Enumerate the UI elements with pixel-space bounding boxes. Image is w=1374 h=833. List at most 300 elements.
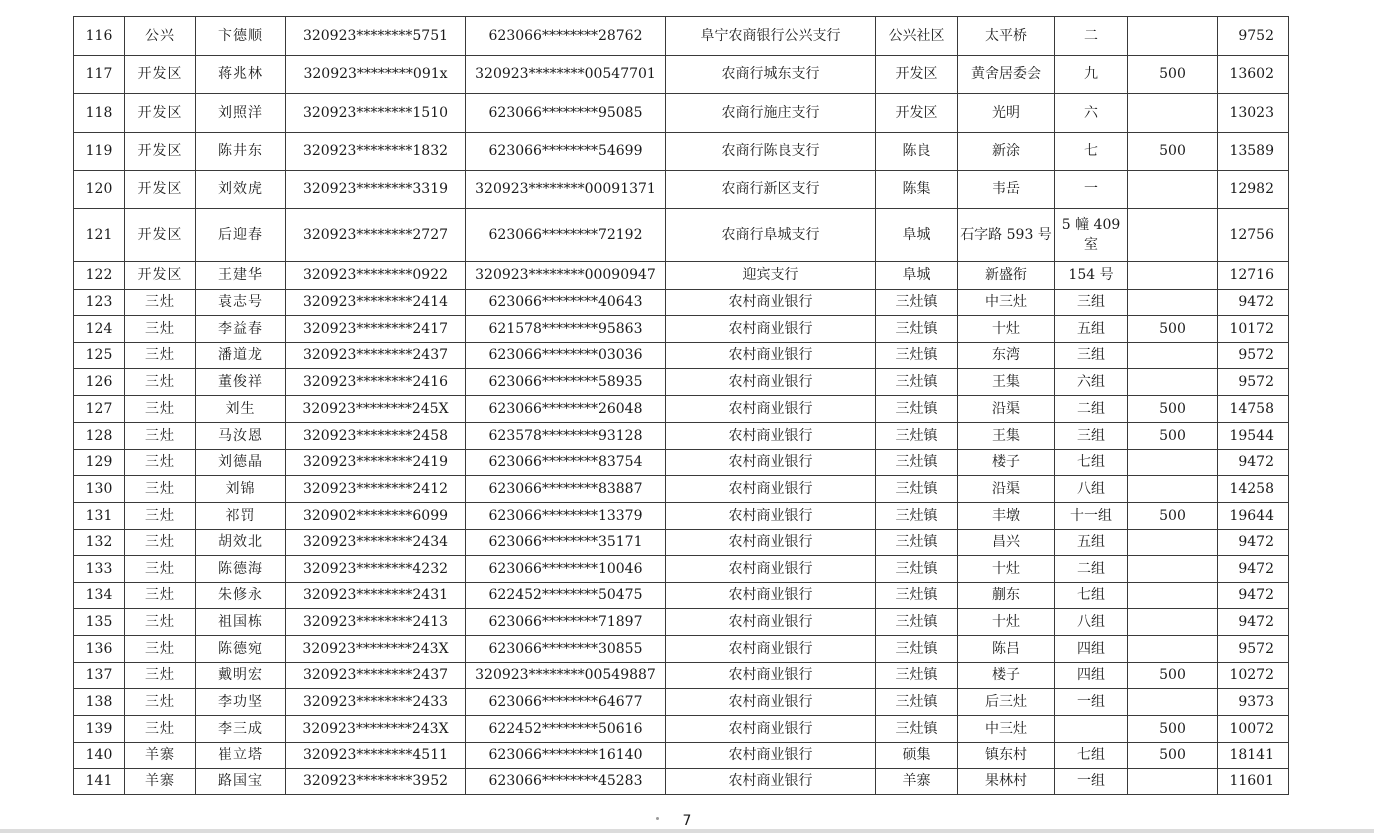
- beneficiary-table: [73, 16, 1289, 795]
- cell-bank: 阜宁农商银行公兴支行: [666, 17, 876, 56]
- cell-id-number: 320923********2437: [286, 663, 466, 689]
- cell-group: 五组: [1055, 316, 1128, 343]
- cell-account-number: 623066********13379: [466, 503, 666, 530]
- table-row: [74, 769, 1289, 795]
- cell-total-amount: 10172: [1218, 316, 1289, 343]
- cell-account-number: 623066********16140: [466, 743, 666, 769]
- cell-id-number: 320923********2417: [286, 316, 466, 343]
- cell-no: 118: [74, 94, 125, 133]
- cell-bank: 农商行新区支行: [666, 171, 876, 209]
- cell-area: 开发区: [125, 262, 196, 290]
- cell-no: 139: [74, 716, 125, 743]
- cell-village: 镇东村: [958, 743, 1055, 769]
- cell-bank: 农村商业银行: [666, 636, 876, 663]
- cell-extra-amount: [1128, 689, 1218, 716]
- table-row: [74, 133, 1289, 171]
- table-row: [74, 290, 1289, 316]
- table-row: [74, 423, 1289, 450]
- cell-extra-amount: [1128, 17, 1218, 56]
- cell-bank: 农村商业银行: [666, 556, 876, 583]
- cell-name: 路国宝: [196, 769, 286, 795]
- cell-extra-amount: 500: [1128, 423, 1218, 450]
- cell-town: 开发区: [876, 94, 958, 133]
- cell-total-amount: 9572: [1218, 369, 1289, 396]
- cell-group: 七组: [1055, 743, 1128, 769]
- cell-group: 一组: [1055, 689, 1128, 716]
- cell-id-number: 320923********2433: [286, 689, 466, 716]
- cell-account-number: 320923********00090947: [466, 262, 666, 290]
- cell-account-number: 623066********58935: [466, 369, 666, 396]
- cell-bank: 农村商业银行: [666, 716, 876, 743]
- table-row: [74, 743, 1289, 769]
- cell-bank: 农村商业银行: [666, 530, 876, 556]
- cell-name: 卞德顺: [196, 17, 286, 56]
- cell-town: 公兴社区: [876, 17, 958, 56]
- cell-town: 三灶镇: [876, 689, 958, 716]
- cell-group: 八组: [1055, 476, 1128, 503]
- cell-village: 楼子: [958, 450, 1055, 476]
- cell-village: 王集: [958, 369, 1055, 396]
- cell-no: 121: [74, 209, 125, 262]
- cell-no: 129: [74, 450, 125, 476]
- cell-extra-amount: [1128, 343, 1218, 369]
- table-row: [74, 17, 1289, 56]
- cell-id-number: 320923********2414: [286, 290, 466, 316]
- cell-bank: 农村商业银行: [666, 609, 876, 636]
- cell-id-number: 320923********1510: [286, 94, 466, 133]
- cell-area: 开发区: [125, 209, 196, 262]
- cell-id-number: 320923********2437: [286, 343, 466, 369]
- cell-group: 四组: [1055, 636, 1128, 663]
- cell-bank: 农村商业银行: [666, 689, 876, 716]
- cell-name: 王建华: [196, 262, 286, 290]
- page-edge: [0, 829, 1374, 833]
- table-row: [74, 369, 1289, 396]
- cell-town: 三灶镇: [876, 503, 958, 530]
- cell-village: 中三灶: [958, 290, 1055, 316]
- table-row: [74, 636, 1289, 663]
- cell-area: 开发区: [125, 171, 196, 209]
- cell-name: 祁罚: [196, 503, 286, 530]
- cell-bank: 农商行陈良支行: [666, 133, 876, 171]
- cell-extra-amount: [1128, 171, 1218, 209]
- cell-no: 141: [74, 769, 125, 795]
- cell-extra-amount: 500: [1128, 316, 1218, 343]
- cell-area: 三灶: [125, 689, 196, 716]
- cell-id-number: 320923********3319: [286, 171, 466, 209]
- cell-extra-amount: 500: [1128, 663, 1218, 689]
- cell-no: 140: [74, 743, 125, 769]
- cell-area: 三灶: [125, 423, 196, 450]
- table-row: [74, 171, 1289, 209]
- cell-account-number: 623066********30855: [466, 636, 666, 663]
- cell-village: 东湾: [958, 343, 1055, 369]
- cell-area: 三灶: [125, 396, 196, 423]
- cell-no: 128: [74, 423, 125, 450]
- cell-village: 王集: [958, 423, 1055, 450]
- cell-town: 三灶镇: [876, 609, 958, 636]
- cell-area: 三灶: [125, 503, 196, 530]
- cell-village: 丰墩: [958, 503, 1055, 530]
- cell-village: 新涂: [958, 133, 1055, 171]
- cell-town: 陈良: [876, 133, 958, 171]
- cell-village: 黄舍居委会: [958, 56, 1055, 94]
- cell-extra-amount: 500: [1128, 503, 1218, 530]
- cell-village: 太平桥: [958, 17, 1055, 56]
- cell-total-amount: 14758: [1218, 396, 1289, 423]
- cell-id-number: 320923********2727: [286, 209, 466, 262]
- cell-total-amount: 19544: [1218, 423, 1289, 450]
- table-row: [74, 583, 1289, 609]
- cell-group: 九: [1055, 56, 1128, 94]
- cell-bank: 迎宾支行: [666, 262, 876, 290]
- table-row: [74, 316, 1289, 343]
- cell-name: 陈德海: [196, 556, 286, 583]
- cell-town: 三灶镇: [876, 316, 958, 343]
- cell-town: 三灶镇: [876, 530, 958, 556]
- cell-village: 昌兴: [958, 530, 1055, 556]
- cell-area: 公兴: [125, 17, 196, 56]
- cell-total-amount: 10272: [1218, 663, 1289, 689]
- cell-account-number: 623066********64677: [466, 689, 666, 716]
- cell-name: 李三成: [196, 716, 286, 743]
- cell-area: 三灶: [125, 290, 196, 316]
- cell-id-number: 320923********0922: [286, 262, 466, 290]
- cell-total-amount: 9472: [1218, 530, 1289, 556]
- cell-name: 刘德晶: [196, 450, 286, 476]
- cell-extra-amount: [1128, 769, 1218, 795]
- cell-area: 三灶: [125, 716, 196, 743]
- cell-no: 122: [74, 262, 125, 290]
- table-row: [74, 556, 1289, 583]
- cell-village: 石字路 593 号: [958, 209, 1055, 262]
- cell-group: 七组: [1055, 450, 1128, 476]
- cell-village: 蒯东: [958, 583, 1055, 609]
- cell-name: 崔立塔: [196, 743, 286, 769]
- cell-town: 三灶镇: [876, 423, 958, 450]
- cell-id-number: 320923********2413: [286, 609, 466, 636]
- cell-area: 三灶: [125, 450, 196, 476]
- cell-bank: 农村商业银行: [666, 583, 876, 609]
- cell-account-number: 621578********95863: [466, 316, 666, 343]
- cell-name: 刘锦: [196, 476, 286, 503]
- cell-group: 六: [1055, 94, 1128, 133]
- cell-total-amount: 9752: [1218, 17, 1289, 56]
- cell-account-number: 623066********35171: [466, 530, 666, 556]
- cell-bank: 农村商业银行: [666, 290, 876, 316]
- cell-no: 125: [74, 343, 125, 369]
- table-body: [74, 17, 1289, 795]
- cell-id-number: 320923********2416: [286, 369, 466, 396]
- cell-town: 三灶镇: [876, 369, 958, 396]
- cell-town: 阜城: [876, 262, 958, 290]
- cell-id-number: 320923********245X: [286, 396, 466, 423]
- cell-total-amount: 12982: [1218, 171, 1289, 209]
- cell-account-number: 623066********45283: [466, 769, 666, 795]
- table-row: [74, 343, 1289, 369]
- cell-name: 祖国栋: [196, 609, 286, 636]
- cell-total-amount: 9572: [1218, 343, 1289, 369]
- cell-village: 十灶: [958, 556, 1055, 583]
- cell-town: 陈集: [876, 171, 958, 209]
- cell-extra-amount: [1128, 290, 1218, 316]
- cell-total-amount: 13589: [1218, 133, 1289, 171]
- scan-dot: [656, 817, 659, 820]
- cell-bank: 农商行城东支行: [666, 56, 876, 94]
- cell-account-number: 623578********93128: [466, 423, 666, 450]
- cell-account-number: 623066********40643: [466, 290, 666, 316]
- table-row: [74, 689, 1289, 716]
- cell-name: 李功坚: [196, 689, 286, 716]
- cell-total-amount: 13023: [1218, 94, 1289, 133]
- cell-area: 开发区: [125, 94, 196, 133]
- cell-name: 潘道龙: [196, 343, 286, 369]
- cell-extra-amount: 500: [1128, 743, 1218, 769]
- cell-name: 刘效虎: [196, 171, 286, 209]
- cell-town: 三灶镇: [876, 663, 958, 689]
- cell-area: 三灶: [125, 316, 196, 343]
- cell-account-number: 623066********83754: [466, 450, 666, 476]
- table-row: [74, 663, 1289, 689]
- cell-bank: 农商行施庄支行: [666, 94, 876, 133]
- cell-extra-amount: [1128, 209, 1218, 262]
- cell-id-number: 320923********4232: [286, 556, 466, 583]
- cell-name: 袁志号: [196, 290, 286, 316]
- cell-group: [1055, 716, 1128, 743]
- cell-account-number: 623066********95085: [466, 94, 666, 133]
- table-row: [74, 396, 1289, 423]
- cell-account-number: 623066********26048: [466, 396, 666, 423]
- cell-bank: 农村商业银行: [666, 423, 876, 450]
- cell-group: 二: [1055, 17, 1128, 56]
- table-row: [74, 530, 1289, 556]
- cell-group: 十一组: [1055, 503, 1128, 530]
- cell-area: 三灶: [125, 369, 196, 396]
- cell-village: 韦岳: [958, 171, 1055, 209]
- cell-name: 刘生: [196, 396, 286, 423]
- cell-extra-amount: [1128, 476, 1218, 503]
- page-footer: [0, 813, 1374, 829]
- cell-total-amount: 9472: [1218, 450, 1289, 476]
- cell-no: 137: [74, 663, 125, 689]
- cell-town: 三灶镇: [876, 556, 958, 583]
- table-row: [74, 209, 1289, 262]
- cell-bank: 农村商业银行: [666, 316, 876, 343]
- cell-id-number: 320923********243X: [286, 636, 466, 663]
- cell-bank: 农村商业银行: [666, 503, 876, 530]
- cell-bank: 农村商业银行: [666, 743, 876, 769]
- cell-village: 楼子: [958, 663, 1055, 689]
- cell-total-amount: 14258: [1218, 476, 1289, 503]
- table-row: [74, 716, 1289, 743]
- cell-account-number: 622452********50475: [466, 583, 666, 609]
- cell-town: 硕集: [876, 743, 958, 769]
- cell-village: 十灶: [958, 316, 1055, 343]
- cell-extra-amount: [1128, 556, 1218, 583]
- cell-town: 三灶镇: [876, 343, 958, 369]
- table-row: [74, 262, 1289, 290]
- cell-group: 三组: [1055, 423, 1128, 450]
- cell-village: 十灶: [958, 609, 1055, 636]
- cell-id-number: 320923********2434: [286, 530, 466, 556]
- cell-area: 三灶: [125, 663, 196, 689]
- page-number: 7: [682, 813, 692, 829]
- cell-total-amount: 9373: [1218, 689, 1289, 716]
- cell-name: 朱修永: [196, 583, 286, 609]
- cell-area: 三灶: [125, 556, 196, 583]
- cell-group: 154 号: [1055, 262, 1128, 290]
- cell-account-number: 623066********28762: [466, 17, 666, 56]
- cell-total-amount: 9472: [1218, 609, 1289, 636]
- cell-id-number: 320923********2419: [286, 450, 466, 476]
- cell-group: 三组: [1055, 343, 1128, 369]
- cell-account-number: 623066********71897: [466, 609, 666, 636]
- cell-area: 三灶: [125, 343, 196, 369]
- cell-no: 120: [74, 171, 125, 209]
- cell-bank: 农村商业银行: [666, 343, 876, 369]
- cell-extra-amount: [1128, 530, 1218, 556]
- cell-group: 二组: [1055, 556, 1128, 583]
- cell-group: 一: [1055, 171, 1128, 209]
- cell-town: 三灶镇: [876, 450, 958, 476]
- cell-account-number: 623066********72192: [466, 209, 666, 262]
- cell-total-amount: 11601: [1218, 769, 1289, 795]
- cell-no: 138: [74, 689, 125, 716]
- cell-extra-amount: [1128, 450, 1218, 476]
- cell-group: 五组: [1055, 530, 1128, 556]
- cell-account-number: 622452********50616: [466, 716, 666, 743]
- cell-bank: 农村商业银行: [666, 396, 876, 423]
- cell-total-amount: 12756: [1218, 209, 1289, 262]
- cell-account-number: 320923********00091371: [466, 171, 666, 209]
- cell-account-number: 623066********10046: [466, 556, 666, 583]
- cell-total-amount: 9472: [1218, 556, 1289, 583]
- cell-total-amount: 9572: [1218, 636, 1289, 663]
- cell-no: 131: [74, 503, 125, 530]
- cell-town: 三灶镇: [876, 583, 958, 609]
- cell-village: 中三灶: [958, 716, 1055, 743]
- cell-id-number: 320923********5751: [286, 17, 466, 56]
- cell-village: 沿渠: [958, 396, 1055, 423]
- cell-town: 羊寨: [876, 769, 958, 795]
- cell-village: 果林村: [958, 769, 1055, 795]
- cell-group: 七: [1055, 133, 1128, 171]
- cell-id-number: 320923********1832: [286, 133, 466, 171]
- cell-town: 三灶镇: [876, 290, 958, 316]
- cell-town: 开发区: [876, 56, 958, 94]
- cell-name: 陈井东: [196, 133, 286, 171]
- cell-extra-amount: [1128, 369, 1218, 396]
- cell-extra-amount: [1128, 94, 1218, 133]
- cell-total-amount: 12716: [1218, 262, 1289, 290]
- cell-group: 六组: [1055, 369, 1128, 396]
- cell-group: 四组: [1055, 663, 1128, 689]
- cell-no: 134: [74, 583, 125, 609]
- cell-no: 136: [74, 636, 125, 663]
- cell-id-number: 320923********2458: [286, 423, 466, 450]
- cell-name: 李益春: [196, 316, 286, 343]
- cell-bank: 农村商业银行: [666, 769, 876, 795]
- cell-group: 三组: [1055, 290, 1128, 316]
- cell-id-number: 320923********4511: [286, 743, 466, 769]
- cell-id-number: 320923********2431: [286, 583, 466, 609]
- cell-name: 蒋兆林: [196, 56, 286, 94]
- cell-total-amount: 19644: [1218, 503, 1289, 530]
- cell-group: 一组: [1055, 769, 1128, 795]
- cell-village: 陈吕: [958, 636, 1055, 663]
- cell-town: 阜城: [876, 209, 958, 262]
- cell-area: 三灶: [125, 636, 196, 663]
- cell-area: 羊寨: [125, 769, 196, 795]
- cell-extra-amount: [1128, 583, 1218, 609]
- cell-town: 三灶镇: [876, 396, 958, 423]
- cell-area: 三灶: [125, 583, 196, 609]
- cell-area: 三灶: [125, 609, 196, 636]
- cell-area: 开发区: [125, 56, 196, 94]
- cell-id-number: 320923********3952: [286, 769, 466, 795]
- table-row: [74, 503, 1289, 530]
- cell-extra-amount: [1128, 609, 1218, 636]
- cell-no: 127: [74, 396, 125, 423]
- cell-area: 羊寨: [125, 743, 196, 769]
- cell-id-number: 320923********2412: [286, 476, 466, 503]
- cell-extra-amount: [1128, 636, 1218, 663]
- cell-extra-amount: 500: [1128, 716, 1218, 743]
- cell-no: 116: [74, 17, 125, 56]
- cell-total-amount: 18141: [1218, 743, 1289, 769]
- cell-town: 三灶镇: [876, 636, 958, 663]
- cell-total-amount: 13602: [1218, 56, 1289, 94]
- cell-village: 后三灶: [958, 689, 1055, 716]
- cell-id-number: 320923********091x: [286, 56, 466, 94]
- cell-total-amount: 9472: [1218, 290, 1289, 316]
- table-row: [74, 56, 1289, 94]
- cell-id-number: 320902********6099: [286, 503, 466, 530]
- cell-bank: 农村商业银行: [666, 450, 876, 476]
- cell-group: 八组: [1055, 609, 1128, 636]
- cell-name: 马汝恩: [196, 423, 286, 450]
- cell-bank: 农村商业银行: [666, 476, 876, 503]
- cell-name: 陈德宛: [196, 636, 286, 663]
- table-row: [74, 476, 1289, 503]
- cell-extra-amount: 500: [1128, 396, 1218, 423]
- cell-no: 117: [74, 56, 125, 94]
- cell-account-number: 320923********00549887: [466, 663, 666, 689]
- cell-name: 胡效北: [196, 530, 286, 556]
- cell-account-number: 623066********03036: [466, 343, 666, 369]
- cell-account-number: 623066********54699: [466, 133, 666, 171]
- cell-extra-amount: 500: [1128, 56, 1218, 94]
- cell-total-amount: 10072: [1218, 716, 1289, 743]
- cell-village: 沿渠: [958, 476, 1055, 503]
- cell-group: 二组: [1055, 396, 1128, 423]
- cell-bank: 农商行阜城支行: [666, 209, 876, 262]
- table-row: [74, 609, 1289, 636]
- cell-total-amount: 9472: [1218, 583, 1289, 609]
- cell-no: 130: [74, 476, 125, 503]
- cell-id-number: 320923********243X: [286, 716, 466, 743]
- cell-name: 刘照洋: [196, 94, 286, 133]
- cell-group: 5 幢 409 室: [1055, 209, 1128, 262]
- cell-town: 三灶镇: [876, 716, 958, 743]
- cell-name: 后迎春: [196, 209, 286, 262]
- cell-account-number: 623066********83887: [466, 476, 666, 503]
- cell-village: 新盛衔: [958, 262, 1055, 290]
- cell-town: 三灶镇: [876, 476, 958, 503]
- cell-area: 开发区: [125, 133, 196, 171]
- table-row: [74, 94, 1289, 133]
- cell-no: 123: [74, 290, 125, 316]
